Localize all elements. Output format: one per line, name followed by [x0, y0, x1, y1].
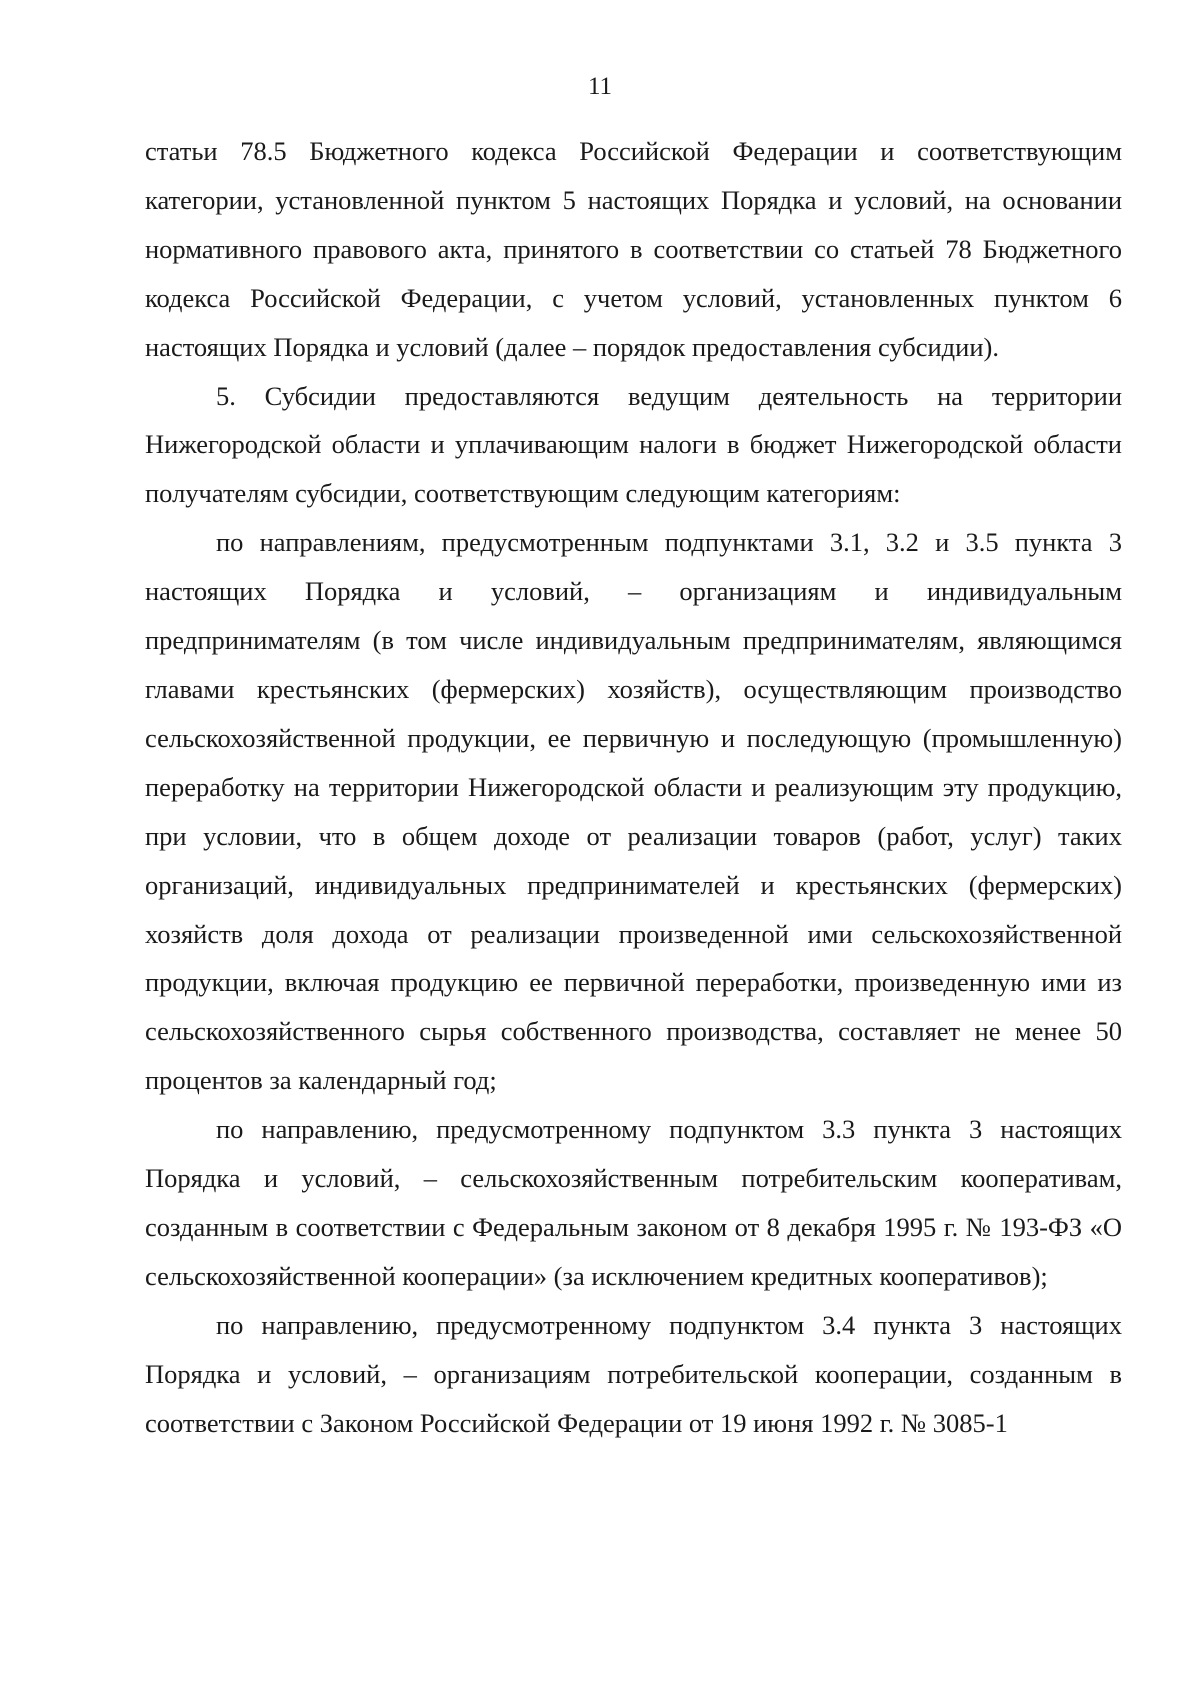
paragraph-item-5: 5. Субсидии предоставляются ведущим деятельность на территории Нижегородской области и уплачивающим налоги в бюджет Нижегородской области получателям субсидии, соответствующим следующим категориям:: [145, 380, 1122, 509]
paragraph-category-3-1-3-2-3-5: по направлениям, предусмотренным подпунктами 3.1, 3.2 и 3.5 пункта 3 настоящих Порядка и условий, – организациям и индивидуальным предпринимателям (в том числе индивидуальным предпринимателям, являющимся главами крестьянских (фермерских) хозяйств), осуществляющим производство сельскохозяйственной продукции, ее первичную и последующую (промышленную) переработку на территории Нижегородской области и реализующим эту продукцию, при условии, что в общем доходе от реализации товаров (работ, услуг) таких организаций, индивидуальных предпринимателей и крестьянских (фермерских) хозяйств доля дохода от реализации произведенной ими сельскохозяйственной продукции, включая продукцию ее первичной переработки, произведенную ими из сельскохозяйственного сырья собственного производства, составляет не менее 50 процентов за календарный год;: [145, 527, 1122, 1096]
page-number: 11: [587, 73, 613, 100]
paragraph-category-3-4: по направлению, предусмотренному подпунктом 3.4 пункта 3 настоящих Порядка и условий, – организациям потребительской кооперации, созданным в соответствии с Законом Российской Федерации от 19 июня 1992 г. № 3085-1: [145, 1309, 1122, 1438]
paragraph-continuation: статьи 78.5 Бюджетного кодекса Российской Федерации и соответствующим категории, установленной пунктом 5 настоящих Порядка и условий, на основании нормативного правового акта, принятого в соответствии со статьей 78 Бюджетного кодекса Российской Федерации, с учетом условий, установленных пунктом 6 настоящих Порядка и условий (далее – порядок предоставления субсидии).: [145, 136, 1122, 362]
document-body: [145, 127, 1122, 1447]
paragraph-category-3-3: по направлению, предусмотренному подпунктом 3.3 пункта 3 настоящих Порядка и условий, – сельскохозяйственным потребительским кооперативам, созданным в соответствии с Федеральным законом от 8 декабря 1995 г. № 193-ФЗ «О сельскохозяйственной кооперации» (за исключением кредитных кооперативов);: [145, 1114, 1122, 1291]
